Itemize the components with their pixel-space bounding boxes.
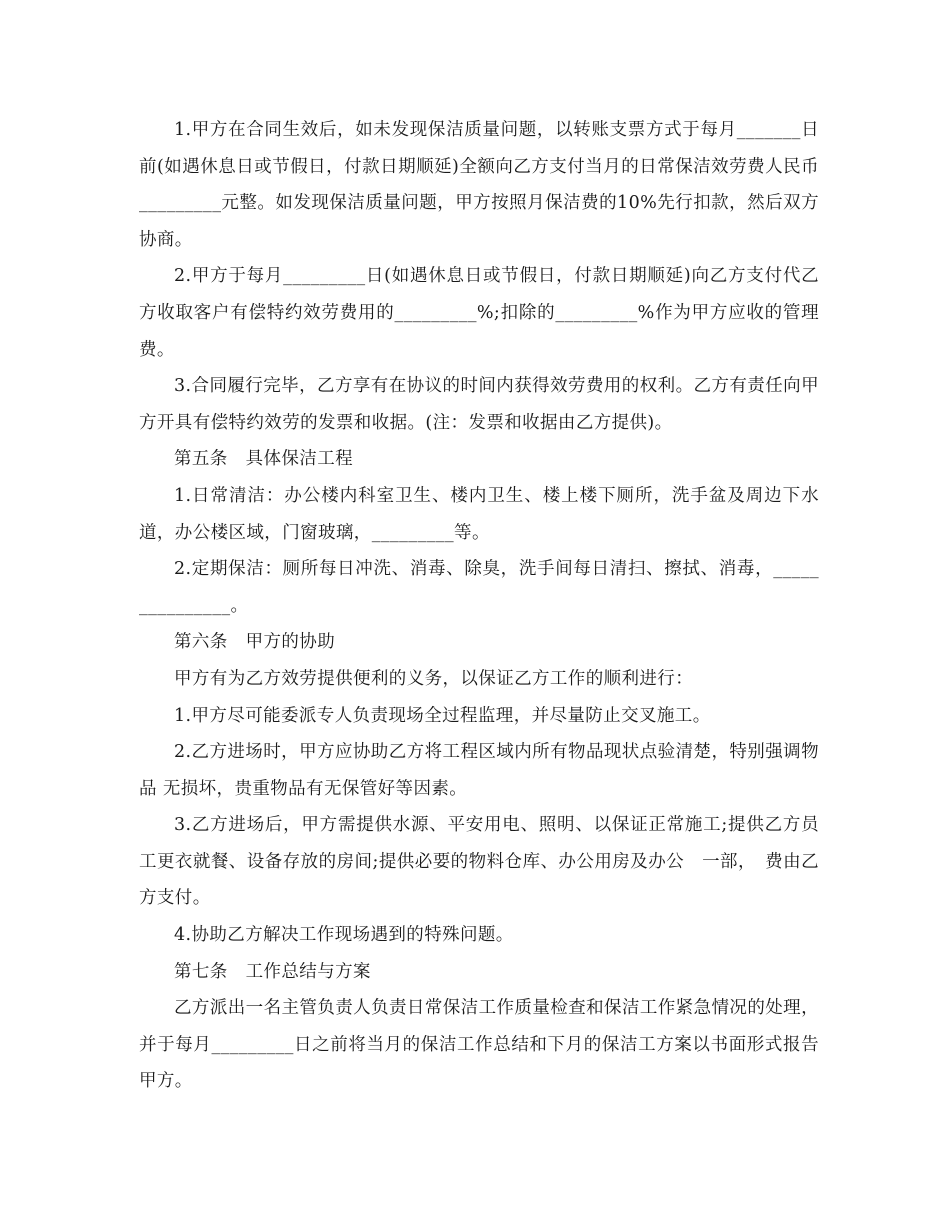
article-7-heading: 第七条 工作总结与方案 <box>174 961 371 982</box>
paragraph-invoice: 3.合同履行完毕，乙方享有在协议的时间内获得效劳费用的权利。乙方有责任向甲方开具有偿特约效劳的发票和收据。(注：发票和收据由乙方提供)。 <box>139 376 819 433</box>
paragraph-periodic-cleaning: 2.定期保洁：厕所每日冲洗、消毒、除臭，洗手间每日清扫、擦拭、消毒，_______________。 <box>139 559 819 616</box>
document-page <box>139 112 819 1100</box>
paragraph-special-issues: 4.协助乙方解决工作现场遇到的特殊问题。 <box>174 925 514 946</box>
paragraph-facilities: 3.乙方进场后，甲方需提供水源、平安用电、照明、以保证正常施工;提供乙方员工更衣就餐、设备存放的房间;提供必要的物料仓库、办公用房及办公 一部， 费由乙方支付。 <box>139 815 819 909</box>
paragraph-work-report: 乙方派出一名主管负责人负责日常保洁工作质量检查和保洁工作紧急情况的处理，并于每月_________日之前将当月的保洁工作总结和下月的保洁工方案以书面形式报告甲方。 <box>139 998 819 1092</box>
paragraph-party-a-obligation: 甲方有为乙方效劳提供便利的义务，以保证乙方工作的顺利进行： <box>174 668 694 689</box>
paragraph-daily-cleaning: 1.日常清洁：办公楼内科室卫生、楼内卫生、楼上楼下厕所，洗手盆及周边下水道，办公楼区域，门窗玻璃，_________等。 <box>139 485 819 543</box>
paragraph-payment-monthly: 1.甲方在合同生效后，如未发现保洁质量问题，以转账支票方式于每月_______日前(如遇休息日或节假日，付款日期顺延)全额向乙方支付当月的日常保洁效劳费人民币_________元整。如发现保洁质量问题，甲方按照月保洁费的10%先行扣款，然后双方协商。 <box>139 120 819 250</box>
paragraph-supervision: 1.甲方尽可能委派专人负责现场全过程监理，并尽量防止交叉施工。 <box>174 705 711 726</box>
paragraph-inventory-check: 2.乙方进场时，甲方应协助乙方将工程区域内所有物品现状点验清楚，特别强调物品 无损坏，贵重物品有无保管好等因素。 <box>139 742 819 799</box>
article-5-heading: 第五条 具体保洁工程 <box>174 449 353 470</box>
paragraph-payment-special-service: 2.甲方于每月_________日(如遇休息日或节假日，付款日期顺延)向乙方支付代乙方收取客户有偿特约效劳费用的_________%;扣除的_________%作为甲方应收的管理费。 <box>139 266 819 360</box>
article-6-heading: 第六条 甲方的协助 <box>174 632 336 653</box>
